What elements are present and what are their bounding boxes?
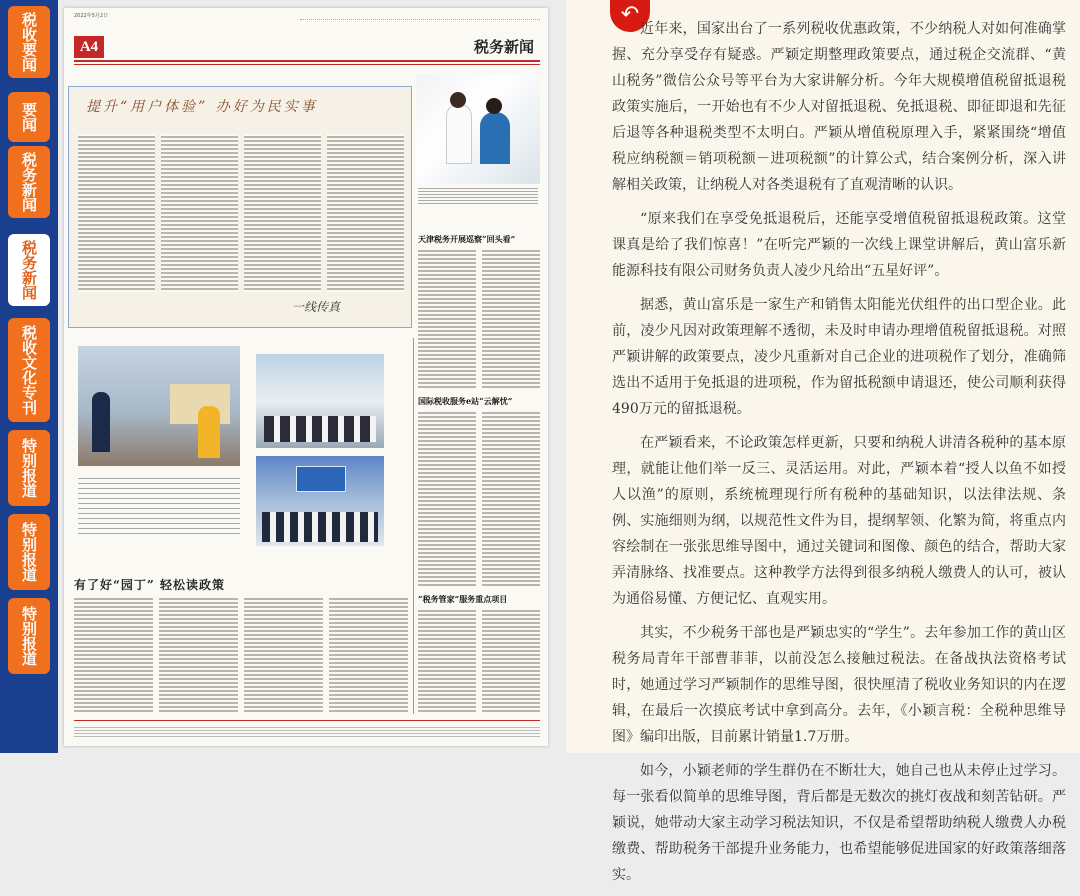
main-article-columns xyxy=(78,134,404,292)
text-column xyxy=(482,608,540,712)
undo-arrow-icon: ↶ xyxy=(620,2,640,27)
sidebar-tab-headlines[interactable]: 要闻 xyxy=(8,92,50,142)
bottom-article-columns xyxy=(74,596,408,714)
page-number: A4 xyxy=(74,36,104,58)
header-rule-thin xyxy=(74,64,540,65)
bottom-headline: 有了好“园丁” 轻松读政策 xyxy=(74,578,225,592)
text-column xyxy=(482,410,540,588)
person-figure xyxy=(480,112,510,164)
article-text xyxy=(612,16,1066,896)
photo-tax-officer xyxy=(416,74,540,184)
masthead-line xyxy=(74,12,540,20)
article-paragraph: 据悉，黄山富乐是一家生产和销售太阳能光伏组件的出口型企业。此前，凌少凡因对政策理解不透彻，未及时申请办理增值税留抵退税。对照严颖讲解的政策要点，凌少凡重新对自己企业的进项税作了划分，准确筛选出不适用于免抵退的进项税，作为留抵税额申请退还，使公司顺利获得490万元的留抵退税。 xyxy=(612,297,1066,417)
text-column xyxy=(329,596,408,714)
date-line: 2022年5月2日 xyxy=(74,13,109,19)
side-headline-1: 天津税务开展巡察“回头看” xyxy=(418,234,516,244)
photo-caption xyxy=(78,474,240,538)
text-column xyxy=(244,596,323,714)
person-head xyxy=(486,98,502,114)
article-paragraph: 在严颖看来，不论政策怎样更新，只要和纳税人讲清各税种的基本原理，就能让他们举一反三、灵活运用。对此，严颖本着“授人以鱼不如授人以渔”的原则，系统梳理现行所有税种的基础知识，以法律法规、条例、实施细则为纲，以规范性文件为目，提纲挈领、化繁为简，将重点内容绘制在一张张思维导图中，通过关键词和图像、颜色的结合，帮助大家弄清脉络、找准要点。这种教学方法得到很多纳税人缴费人的认可，被认为通俗易懂、方便记忆、直观实用。 xyxy=(612,435,1066,607)
text-column xyxy=(418,608,476,712)
photo-lecture-hall xyxy=(78,346,240,466)
column-divider xyxy=(413,338,414,714)
column-signature: 一线传真 xyxy=(292,300,341,314)
text-column xyxy=(78,134,155,292)
photo-classroom xyxy=(256,354,384,448)
main-headline: 提升“用户体验” 办好为民实事 xyxy=(86,99,318,115)
sidebar-tab-tax-culture[interactable]: 税收文化专刊 xyxy=(8,318,50,422)
text-column xyxy=(161,134,238,292)
article-paragraph: 近年来，国家出台了一系列税收优惠政策，不少纳税人对如何准确掌握、充分享受存有疑惑。严颖定期整理政策要点，通过税企交流群、“黄山税务”微信公众号等平台为大家讲解分析。今年大规模增值税留抵退税政策实施后，一开始也有不少人对留抵退税、免抵退税、即征即退和先征后退等各种退税类型不太明白。严颖从增值税原理入手，紧紧围绕“增值税应纳税额＝销项税额－进项税额”的计算公式，结合案例分析，深入讲解相关政策，让纳税人对各类退税有了直观清晰的认识。 xyxy=(612,21,1066,193)
person-figure xyxy=(198,406,220,458)
footer-lines xyxy=(74,725,540,739)
section-title: 税务新闻 xyxy=(473,38,534,56)
side-headline-3: “税务管家”服务重点项目 xyxy=(418,594,508,604)
sidebar-tab-special-report-1[interactable]: 特别报道 xyxy=(8,430,50,506)
sidebar-tab-special-report-3[interactable]: 特别报道 xyxy=(8,598,50,674)
photo-caption xyxy=(418,186,538,204)
side-article-2-columns xyxy=(418,410,540,588)
person-figure xyxy=(92,392,110,452)
screen-display xyxy=(296,466,346,492)
text-column xyxy=(74,596,153,714)
article-paragraph: 如今，小颖老师的学生群仍在不断壮大，她自己也从未停止过学习。每一张看似简单的思维导图，背后都是无数次的挑灯夜战和刻苦钻研。严颖说，她带动大家主动学习税法知识，不仅是希望帮助纳税人缴费人办税缴费、帮助税务干部提升业务能力，也希望能够促进国家的好政策落细落实。 xyxy=(612,763,1066,883)
audience-row xyxy=(262,512,378,542)
text-column xyxy=(327,134,404,292)
sidebar-tab-special-report-2[interactable]: 特别报道 xyxy=(8,514,50,590)
text-column xyxy=(418,248,476,388)
side-article-1-columns xyxy=(418,248,540,388)
article-paragraph: “原来我们在享受免抵退税后，还能享受增值税留抵退税政策。这堂课真是给了我们惊喜！”在听完严颖的一次线上课堂讲解后，黄山富乐新能源科技有限公司财务负责人凌少凡给出“五星好评”。 xyxy=(612,211,1066,279)
text-column xyxy=(159,596,238,714)
text-column xyxy=(418,410,476,588)
photo-training xyxy=(256,456,384,546)
sidebar-tab-tax-affairs-active[interactable]: 税务新闻 xyxy=(8,234,50,306)
header-rule xyxy=(74,60,540,62)
newspaper-page[interactable] xyxy=(64,8,548,746)
sidebar-tab-tax-news[interactable]: 税收要闻 xyxy=(8,6,50,78)
text-column xyxy=(244,134,321,292)
page-footer xyxy=(74,720,540,742)
audience-row xyxy=(264,416,376,442)
section-sidebar xyxy=(0,0,58,753)
sidebar-tab-tax-affairs[interactable]: 税务新闻 xyxy=(8,146,50,218)
person-figure xyxy=(446,104,472,164)
side-headline-2: 国际税收服务e站“云解忧” xyxy=(418,396,513,406)
article-paragraph: 其实，不少税务干部也是严颖忠实的“学生”。去年参加工作的黄山区税务局青年干部曹菲菲，以前没怎么接触过税法。在备战执法资格考试时，她通过学习严颖制作的思维导图，很快厘清了税收业务知识的内在逻辑，在最后一次摸底考试中拿到高分。去年，《小颖言税：全税种思维导图》编印出版，目前累计销量1.7万册。 xyxy=(612,625,1066,745)
masthead-filler xyxy=(300,12,540,20)
text-column xyxy=(482,248,540,388)
side-article-3-columns xyxy=(418,608,540,712)
person-head xyxy=(450,92,466,108)
